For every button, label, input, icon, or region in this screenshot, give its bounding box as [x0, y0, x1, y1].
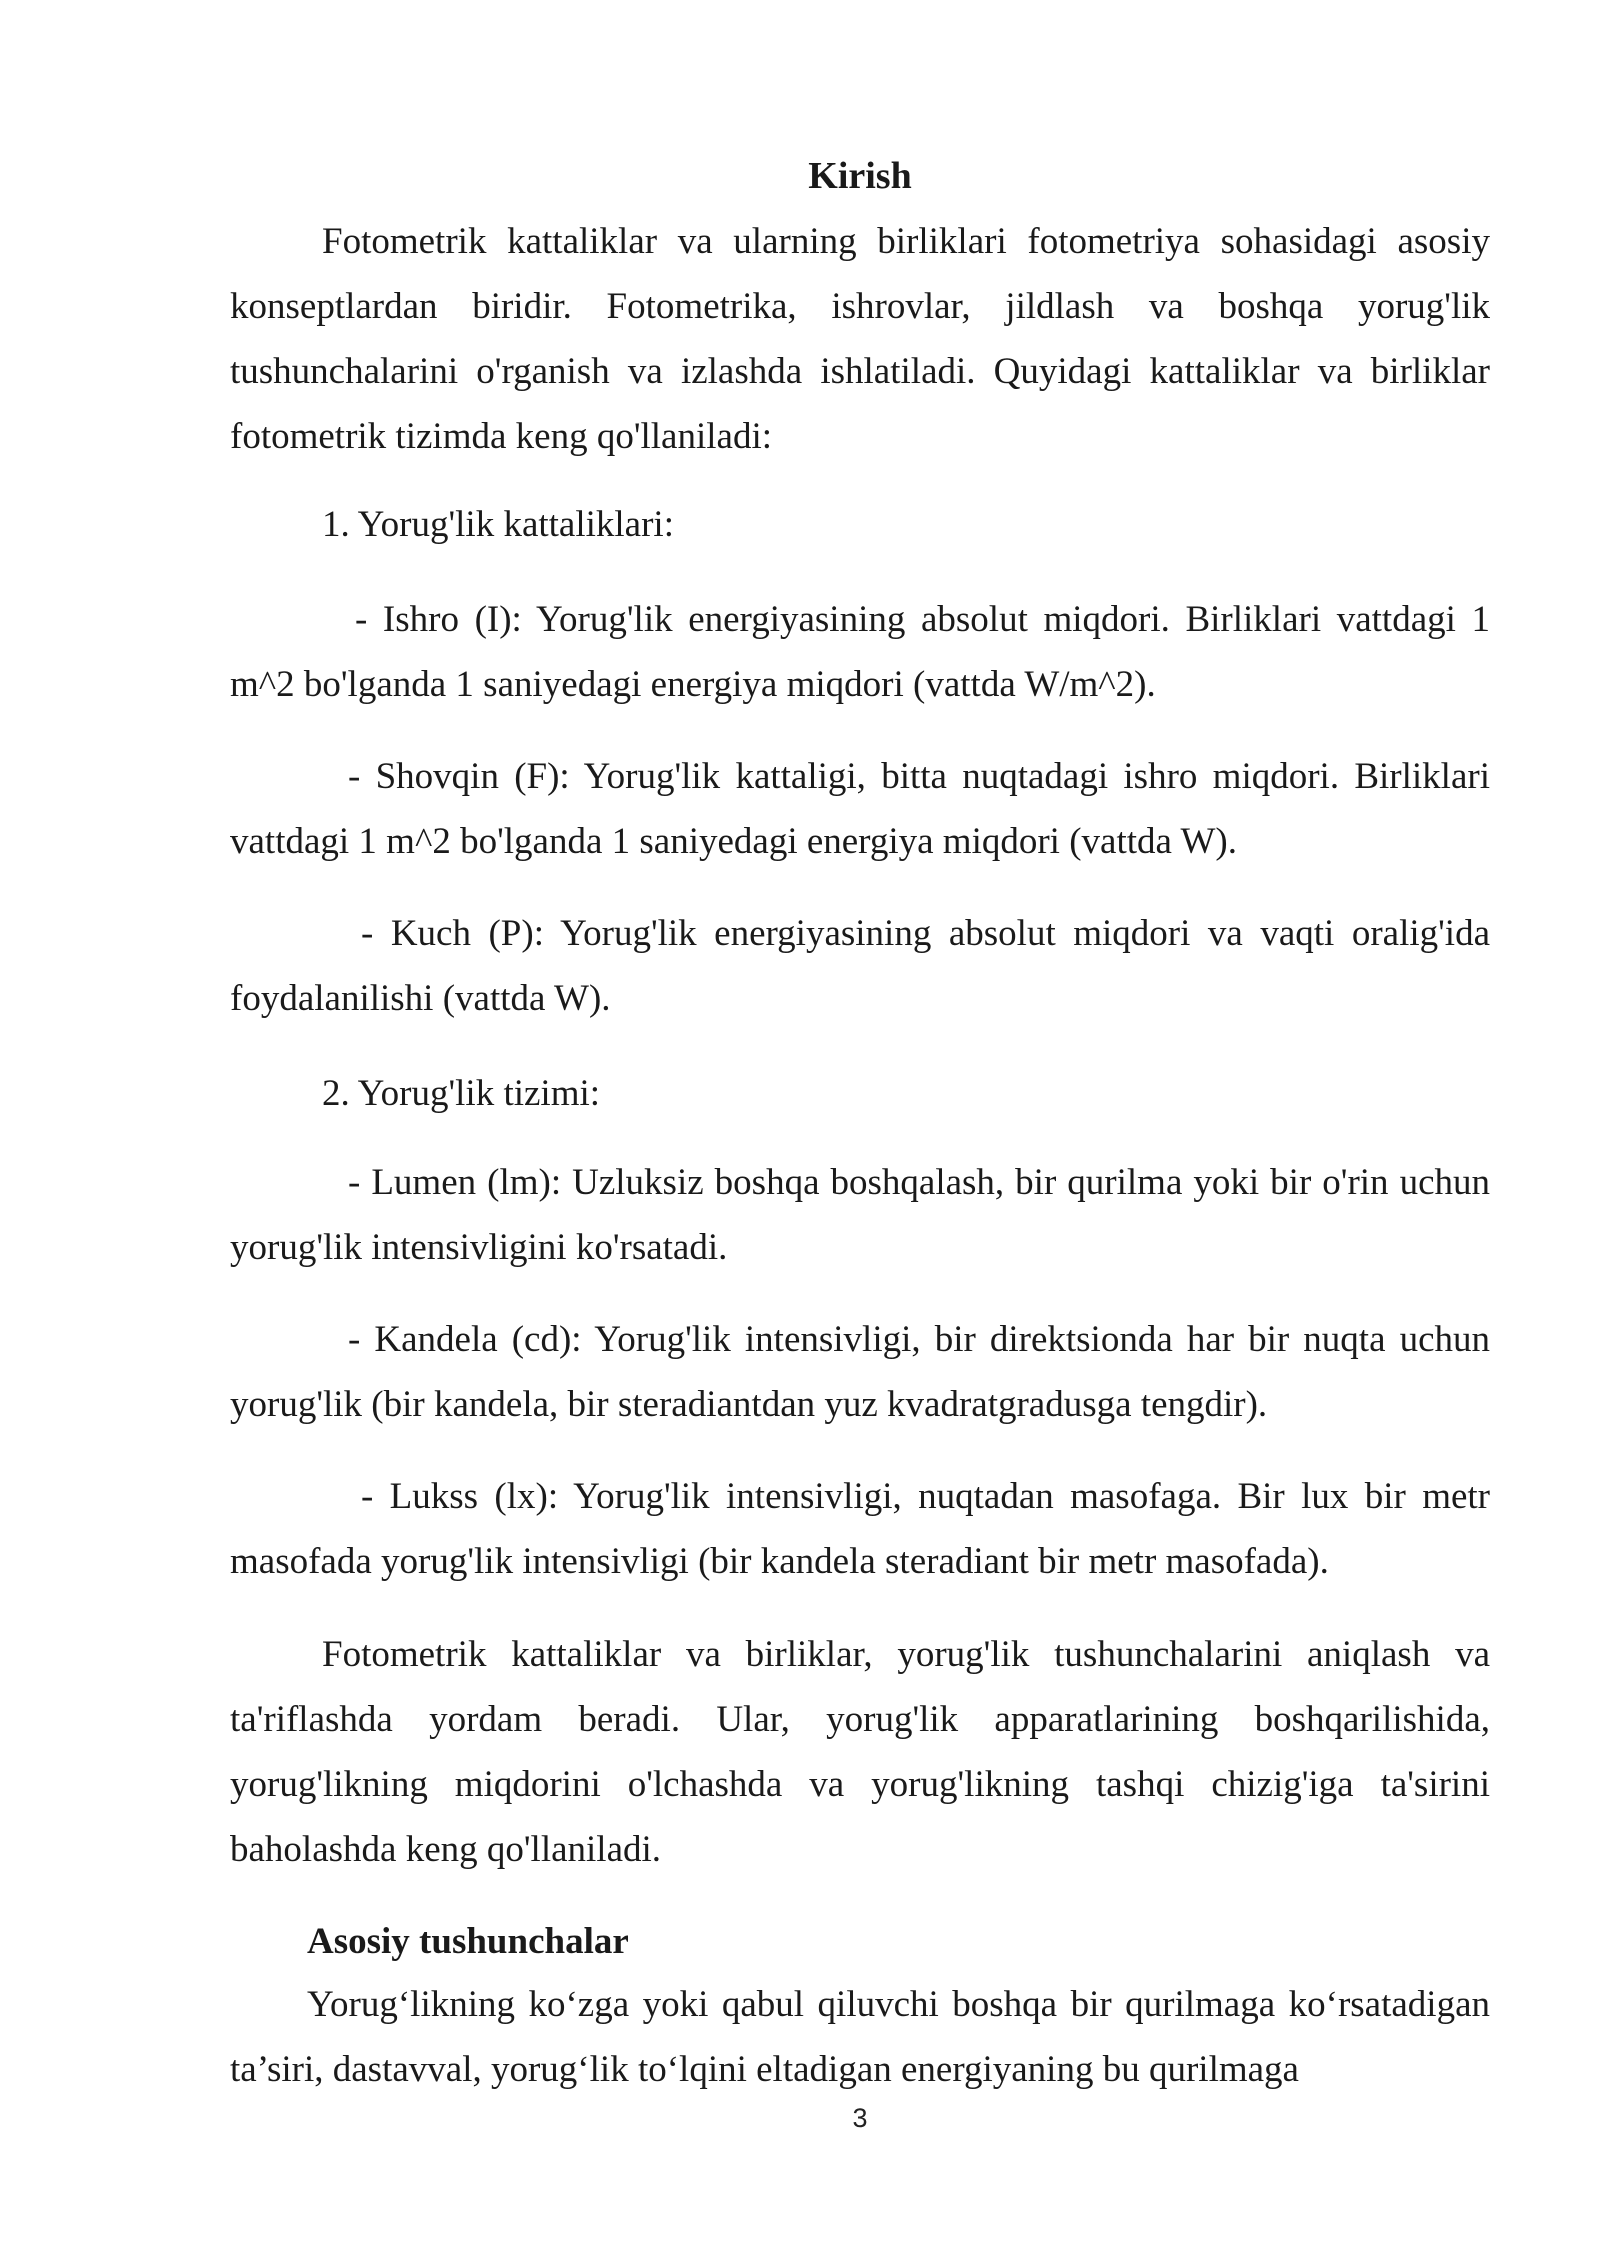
section-1-heading: 1. Yorug'lik kattaliklari: [322, 504, 674, 545]
list-item-lumen: - Lumen (lm): Uzluksiz boshqa boshqalash, bir qurilma yoki bir o'rin uchun yorug'lik intensivligini ko'rsatadi. [230, 1162, 1490, 1268]
list-item-kuch: - Kuch (P): Yorug'lik energiyasining absolut miqdori va vaqti oralig'ida foydalanilishi (vattda W). [230, 913, 1490, 1019]
section-subheading: Asosiy tushunchalar [307, 1921, 629, 1962]
summary-paragraph: Fotometrik kattaliklar va birliklar, yorug'lik tushunchalarini aniqlash va ta'riflashda yordam beradi. Ular, yorug'lik apparatlarining boshqarilishida, yorug'likning miqdorini o'lchashda va yorug'likning tashqi chizig'iga ta'sirini baholashda keng qo'llaniladi. [230, 1634, 1490, 1870]
document-page [230, 0, 1490, 2262]
list-item-kandela: - Kandela (cd): Yorug'lik intensivligi, bir direktsionda har bir nuqta uchun yorug'lik (bir kandela, bir steradiantdan yuz kvadratgradusga tengdir). [230, 1319, 1490, 1425]
closing-paragraph: Yorug‘likning ko‘zga yoki qabul qiluvchi boshqa bir qurilmaga ko‘rsatadigan ta’siri, dastavval, yorug‘lik to‘lqini eltadigan energiyaning bu qurilmaga [230, 1984, 1490, 2090]
list-item-shovqin: - Shovqin (F): Yorug'lik kattaligi, bitta nuqtadagi ishro miqdori. Birliklari vattdagi 1 m^2 bo'lganda 1 saniyedagi energiya miqdori (vattda W). [230, 756, 1490, 862]
list-item-ishro: - Ishro (I): Yorug'lik energiyasining absolut miqdori. Birliklari vattdagi 1 m^2 bo'lganda 1 saniyedagi energiya miqdori (vattda W/m^2). [230, 599, 1490, 705]
page-title: Kirish [808, 155, 912, 197]
page-number: 3 [852, 2103, 868, 2133]
intro-paragraph: Fotometrik kattaliklar va ularning birliklari fotometriya sohasidagi asosiy konseptlardan biridir. Fotometrika, ishrovlar, jildlash va boshqa yorug'lik tushunchalarini o'rganish va izlashda ishlatiladi. Quyidagi kattaliklar va birliklar fotometrik tizimda keng qo'llaniladi: [230, 221, 1490, 457]
list-item-lukss: - Lukss (lx): Yorug'lik intensivligi, nuqtadan masofaga. Bir lux bir metr masofada yorug'lik intensivligi (bir kandela steradiant bir metr masofada). [230, 1476, 1490, 1582]
section-2-heading: 2. Yorug'lik tizimi: [322, 1073, 601, 1114]
